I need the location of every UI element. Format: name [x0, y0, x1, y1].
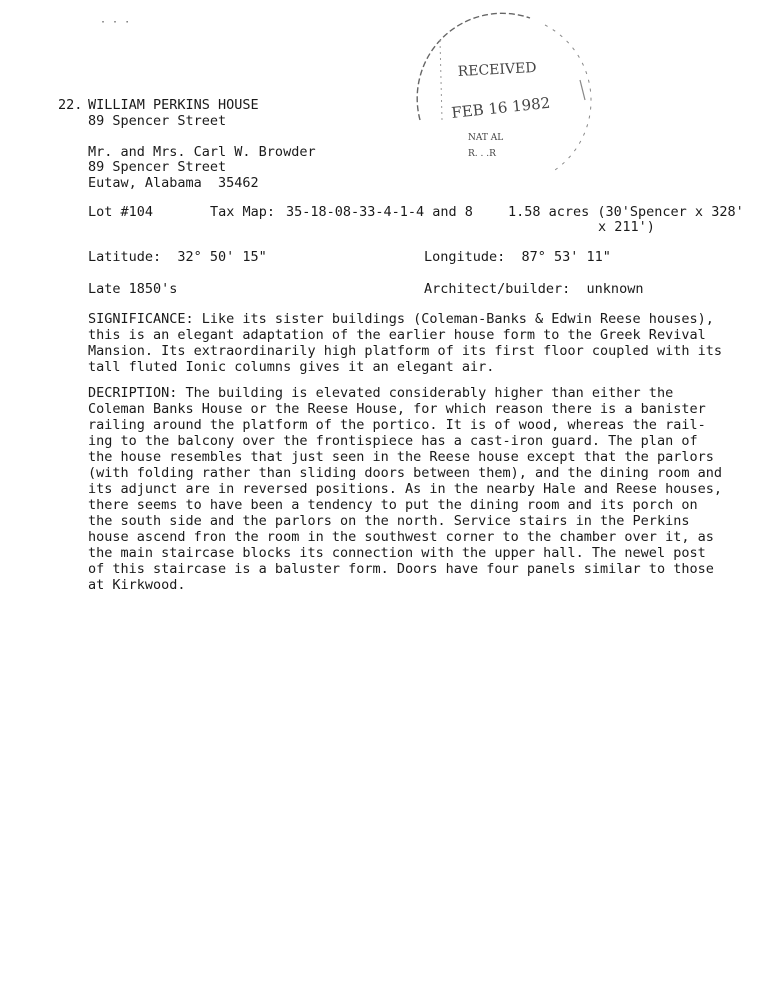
latitude: Latitude: 32° 50' 15"	[88, 249, 267, 265]
received-stamp	[380, 0, 600, 200]
architect-builder: Architect/builder: unknown	[424, 281, 644, 297]
construction-date: Late 1850's	[88, 281, 178, 297]
property-title: WILLIAM PERKINS HOUSE	[88, 97, 259, 113]
svg-text:FEB 16 1982: FEB 16 1982	[450, 93, 552, 122]
owner-name: Mr. and Mrs. Carl W. Browder	[88, 144, 316, 160]
description-paragraph	[88, 385, 728, 593]
property-street: 89 Spencer Street	[88, 113, 227, 129]
svg-text:NAT AL: NAT AL	[468, 133, 504, 143]
tax-map-value: 35-18-08-33-4-1-4 and 8	[286, 204, 473, 220]
owner-street: 89 Spencer Street	[88, 159, 227, 175]
acreage-line-2: x 211')	[598, 219, 655, 235]
lot-number: Lot #104	[88, 204, 154, 220]
tax-map-label: Tax Map:	[210, 204, 276, 220]
scan-specks: · · ·	[100, 17, 131, 28]
acreage-line-1: 1.58 acres (30'Spencer x 328'	[508, 204, 744, 220]
svg-text:R. . .R: R. . .R	[468, 149, 496, 159]
owner-city: Eutaw, Alabama 35462	[88, 175, 259, 191]
entry-number: 22.	[58, 97, 83, 113]
longitude: Longitude: 87° 53' 11"	[424, 249, 611, 265]
significance-text: SIGNIFICANCE: Like its sister buildings (Coleman-Banks & Edwin Reese houses), this is an elegant adaptation of the earlier house form to the Greek Revival Mansion. Its extraordinarily high platform of its first floor coupled with its tall fluted Ionic columns gives it an elegant air.	[88, 311, 722, 375]
description-text: DECRIPTION: The building is elevated considerably higher than either the Coleman Banks House or the Reese House, for which reason there is a banister railing around the platform of the portico. It is of wood, whereas the rail-ing to the balcony over the frontispiece has a cast-iron guard. The plan of the house resembles that just seen in the Reese house except that the parlors (with folding rather than sliding doors between them), and the dining room and its adjunct are in reversed positions. As in the nearby Hale and Reese houses, there seems to have been a tendency to put the dining room and its porch on the south side and the parlors on the north. Service stairs in the Perkins house ascend fron the room in the southwest corner to the chamber over it, as the main staircase blocks its connection with the upper hall. The newel post of this staircase is a baluster form. Doors have four panels similar to those at Kirkwood.	[88, 385, 722, 593]
svg-text:RECEIVED: RECEIVED	[457, 59, 537, 80]
significance-paragraph	[88, 311, 728, 375]
